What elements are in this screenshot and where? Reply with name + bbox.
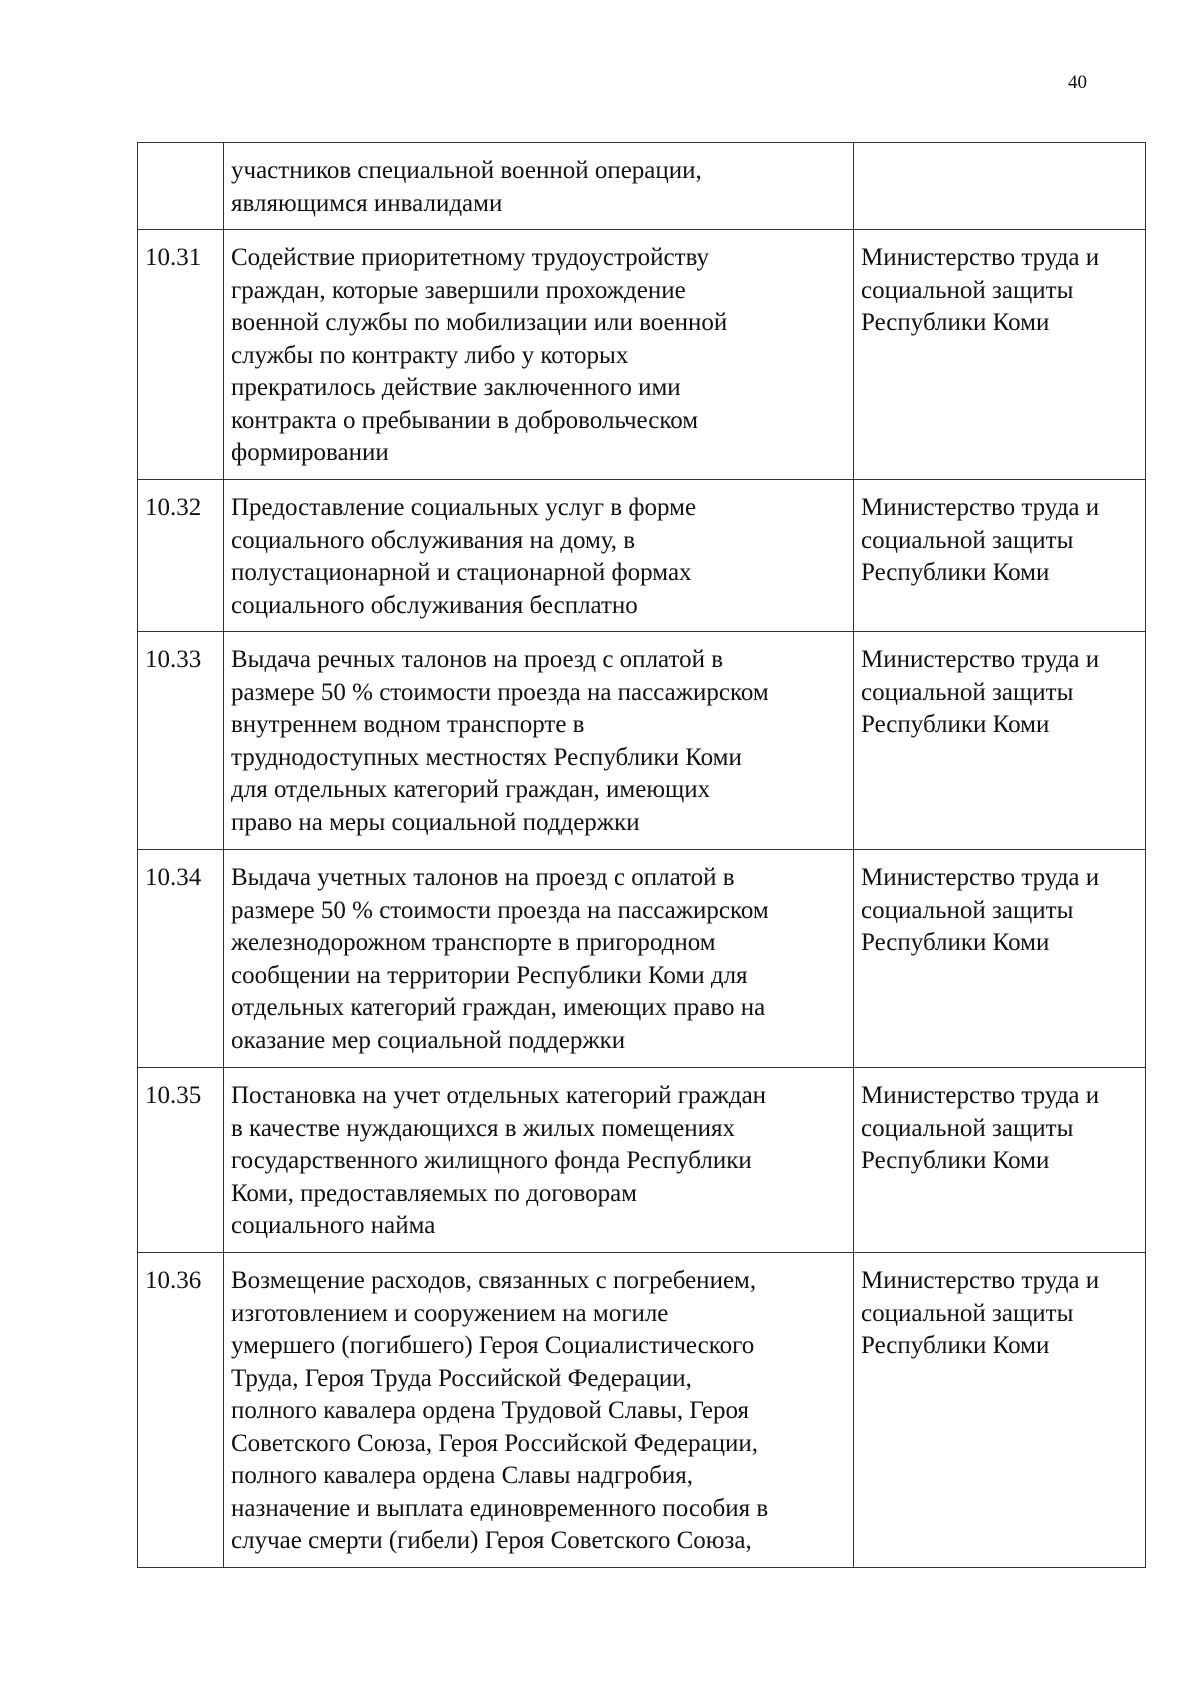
table-row bbox=[138, 1253, 1146, 1568]
service-description: участников специальной военной операции, являющимся инвалидами bbox=[224, 143, 854, 230]
table-row bbox=[138, 1068, 1146, 1253]
row-number bbox=[138, 143, 224, 230]
service-description: Предоставление социальных услуг в форме социального обслуживания на дому, в полустационарной и стационарной формах социального обслуживания бесплатно bbox=[224, 480, 854, 632]
table-row bbox=[138, 632, 1146, 850]
service-description: Возмещение расходов, связанных с погребением, изготовлением и сооружением на могиле умершего (погибшего) Героя Социалистического Труда, Героя Труда Российской Федерации, полного кавалера ордена Трудовой Славы, Героя Советского Союза, Героя Российской Федерации, полного кавалера ордена Славы надгробия, назначение и выплата единовременного пособия в случае смерти (гибели) Героя Советского Союза, bbox=[224, 1253, 854, 1568]
responsible-authority: Министерство труда и социальной защиты Республики Коми bbox=[854, 230, 1146, 480]
row-number: 10.36 bbox=[138, 1253, 224, 1568]
row-number: 10.33 bbox=[138, 632, 224, 850]
row-number: 10.35 bbox=[138, 1068, 224, 1253]
table-row bbox=[138, 143, 1146, 230]
row-number: 10.31 bbox=[138, 230, 224, 480]
responsible-authority: Министерство труда и социальной защиты Республики Коми bbox=[854, 632, 1146, 850]
responsible-authority: Министерство труда и социальной защиты Республики Коми bbox=[854, 850, 1146, 1068]
table-row bbox=[138, 230, 1146, 480]
service-description: Выдача речных талонов на проезд с оплатой в размере 50 % стоимости проезда на пассажирском внутреннем водном транспорте в труднодоступных местностях Республики Коми для отдельных категорий граждан, имеющих право на меры социальной поддержки bbox=[224, 632, 854, 850]
responsible-authority bbox=[854, 143, 1146, 230]
row-number: 10.34 bbox=[138, 850, 224, 1068]
row-number: 10.32 bbox=[138, 480, 224, 632]
page-number: 40 bbox=[1068, 72, 1087, 93]
service-description: Постановка на учет отдельных категорий граждан в качестве нуждающихся в жилых помещениях государственного жилищного фонда Республики Коми, предоставляемых по договорам социального найма bbox=[224, 1068, 854, 1253]
table-row bbox=[138, 480, 1146, 632]
service-description: Выдача учетных талонов на проезд с оплатой в размере 50 % стоимости проезда на пассажирском железнодорожном транспорте в пригородном сообщении на территории Республики Коми для отдельных категорий граждан, имеющих право на оказание мер социальной поддержки bbox=[224, 850, 854, 1068]
responsible-authority: Министерство труда и социальной защиты Республики Коми bbox=[854, 1068, 1146, 1253]
responsible-authority: Министерство труда и социальной защиты Республики Коми bbox=[854, 1253, 1146, 1568]
responsible-authority: Министерство труда и социальной защиты Республики Коми bbox=[854, 480, 1146, 632]
services-table bbox=[137, 142, 1146, 1568]
table-row bbox=[138, 850, 1146, 1068]
service-description: Содействие приоритетному трудоустройству граждан, которые завершили прохождение военной службы по мобилизации или военной службы по контракту либо у которых прекратилось действие заключенного ими контракта о пребывании в добровольческом формировании bbox=[224, 230, 854, 480]
